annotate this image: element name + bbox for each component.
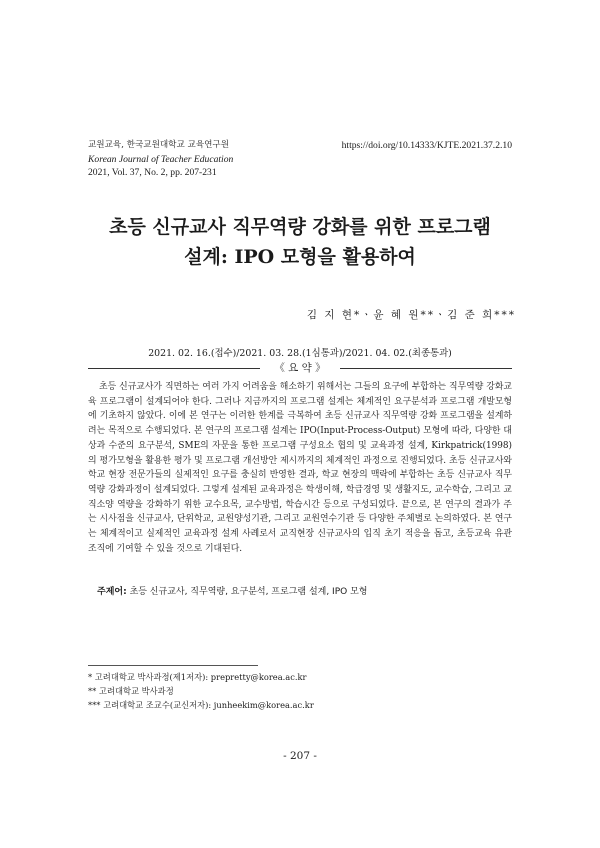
doi-link[interactable]: https://doi.org/10.14333/KJTE.2021.37.2.10 (341, 140, 512, 151)
authors: 김 지 현*ㆍ윤 혜 원**ㆍ김 준 희*** (306, 309, 516, 321)
abstract-section (88, 360, 512, 556)
keywords-text: 초등 신규교사, 직무역량, 요구분석, 프로그램 설계, IPO 모형 (129, 587, 368, 597)
paper-title-line-2: 설계: IPO 모형을 활용하여 (184, 246, 416, 268)
abstract-header (88, 360, 512, 376)
abstract-label: 《 요 약 》 (274, 362, 326, 374)
footnote-3: *** 고려대학교 조교수(교신저자): junheekim@korea.ac.kr (88, 700, 314, 710)
keywords (97, 584, 367, 597)
keywords-label: 주제어: (97, 587, 127, 597)
abstract-text: 초등 신규교사가 직면하는 여러 가지 어려움을 해소하기 위해서는 그들의 요구에 부합하는 직무역량 강화교육 프로그램이 설계되어야 한다. 그러나 지금까지의 프로그램 설계는 체계적인 요구분석과 프로그램 개발모형에 기초하지 않았다. 이에 본 연구는 이러한 한계를 극복하여 초등 신규교사 직무역량 강화 프로그램을 설계하려는 목적으로 수행되었다. 본 연구의 프로그램 설계는 IPO(Input-Process-Output) 모형에 따라, 다양한 대상과 수준의 요구분석, SME의 자문을 통한 프로그램 구성요소 협의 및 교육과정 설계, Kirkpatrick(1998)의 평가모형을 활용한 평가 및 프로그램 개선방안 제시까지의 체계적인 과정으로 진행되었다. 초등 신규교사와 학교 현장 전문가들의 실제적인 요구를 충실히 반영한 결과, 학교 현장의 맥락에 부합하는 초등 신규교사 직무역량 강화과정이 설계되었다. 그렇게 설계된 교육과정은 학생이해, 학급경영 및 생활지도, 교수학습, 그리고 교직소양 역량을 강화하기 위한 교수요목, 교수방법, 학습시간 등으로 구성되었다. 끝으로, 본 연구의 결과가 주는 시사점을 신규교사, 단위학교, 교원양성기관, 그리고 교원연수기관 등 다양한 주체별로 논의하였다. 본 연구는 체계적이고 실제적인 교육과정 설계 사례로서 교직현장 신규교사의 입직 초기 적응을 돕고, 초등교육 유관 조직에 기여할 수 있을 것으로 기대된다. (88, 382, 512, 554)
page-number: - 207 - (283, 750, 317, 762)
footnote-1: * 고려대학교 박사과정(제1저자): prepretty@korea.ac.kr (88, 672, 307, 682)
paper-title-line-1: 초등 신규교사 직무역량 강화를 위한 프로그램 (109, 216, 491, 238)
footnote-divider (88, 665, 258, 666)
citation: 2021, Vol. 37, No. 2, pp. 207-231 (88, 167, 217, 178)
journal-name-en: Korean Journal of Teacher Education (88, 154, 234, 165)
footnote-2: ** 고려대학교 박사과정 (88, 686, 174, 696)
submission-dates: 2021. 02. 16.(접수)/2021. 03. 28.(1심통과)/2021. 04. 02.(최종통과) (148, 348, 452, 359)
journal-name-kr: 교원교육, 한국교원대학교 교육연구원 (88, 140, 230, 150)
